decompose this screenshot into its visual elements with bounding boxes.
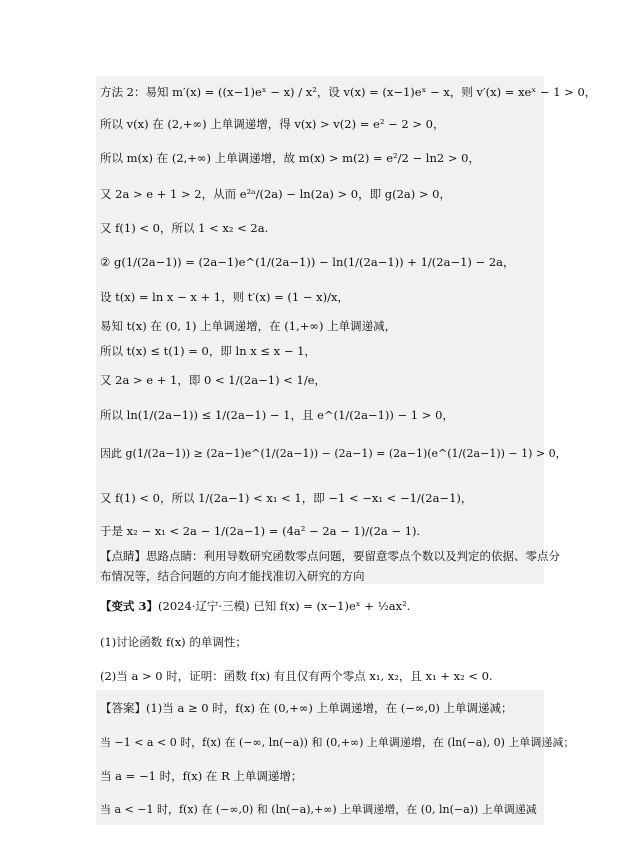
solution-line-13: 又 f(1) < 0，所以 1/(2a−1) < x₁ < 1，即 −1 < −x₁ < −1/(2a−1)， [100,491,473,505]
solution-line-5: 又 f(1) < 0，所以 1 < x₂ < 2a. [100,221,269,235]
answer-line-4: 当 a < −1 时，f(x) 在 (−∞,0) 和 (ln(−a),+∞) 上单调递增，在 (0, ln(−a)) 上单调递减 [100,803,537,816]
variant-heading [100,598,540,614]
answer-line-1: 【答案】(1)当 a ≥ 0 时，f(x) 在 (0,+∞) 上单调递增，在 (−∞,0) 上单调递减； [100,701,513,715]
solution-line-14: 于是 x₂ − x₁ < 2a − 1/(2a−1) = (4a² − 2a − 1)/(2a − 1). [100,524,421,538]
solution-line-7: 设 t(x) = ln x − x + 1，则 t′(x) = (1 − x)/x， [100,290,349,304]
solution-line-3: 所以 m(x) 在 (2,+∞) 上单调递增，故 m(x) > m(2) = e²/2 − ln2 > 0， [100,151,480,165]
solution-line-4: 又 2a > e + 1 > 2，从而 e²ᵃ/(2a) − ln(2a) > 0，即 g(2a) > 0， [100,187,452,201]
solution-line-6: ② g(1/(2a−1)) = (2a−1)e^(1/(2a−1)) − ln(1/(2a−1)) + 1/(2a−1) − 2a， [100,255,515,269]
variant-title: 【变式 3】 [100,599,159,613]
answer-line-2: 当 −1 < a < 0 时，f(x) 在 (−∞, ln(−a)) 和 (0,+∞) 上单调递增，在 (ln(−a), 0) 上单调递减； [100,736,575,749]
solution-line-1: 方法 2：易知 m′(x) = ((x−1)eˣ − x) / x²，设 v(x) = (x−1)eˣ − x，则 v′(x) = xeˣ − 1 > 0， [100,85,597,99]
solution-line-9: 所以 t(x) ≤ t(1) = 0，即 ln x ≤ x − 1， [100,344,316,358]
answer-line-3: 当 a = −1 时，f(x) 在 R 上单调递增； [100,769,303,783]
hint-line-2: 布情况等，结合问题的方向才能找准切入研究的方向 [100,569,365,583]
variant-source: (2024·辽宁·三模) 已知 f(x) = (x−1)eˣ + ½ax². [158,599,411,613]
solution-line-2: 所以 v(x) 在 (2,+∞) 上单调递增，得 v(x) > v(2) = e² − 2 > 0， [100,117,445,131]
solution-line-8: 易知 t(x) 在 (0, 1) 上单调递增，在 (1,+∞) 上单调递减， [100,319,397,333]
solution-line-10: 又 2a > e + 1，即 0 < 1/(2a−1) < 1/e， [100,373,326,387]
solution-line-11: 所以 ln(1/(2a−1)) ≤ 1/(2a−1) − 1，且 e^(1/(2a−1)) − 1 > 0， [100,408,454,422]
solution-line-12: 因此 g(1/(2a−1)) ≥ (2a−1)e^(1/(2a−1)) − (2a−1) = (2a−1)(e^(1/(2a−1)) − 1) > 0， [100,447,567,460]
hint-line-1: 【点睛】思路点睛：利用导数研究函数零点问题，要留意零点个数以及判定的依据、零点分 [100,549,560,563]
question-2: (2)当 a > 0 时，证明：函数 f(x) 有且仅有两个零点 x₁, x₂，且 x₁ + x₂ < 0. [100,669,493,683]
question-1: (1)讨论函数 f(x) 的单调性； [100,635,247,649]
